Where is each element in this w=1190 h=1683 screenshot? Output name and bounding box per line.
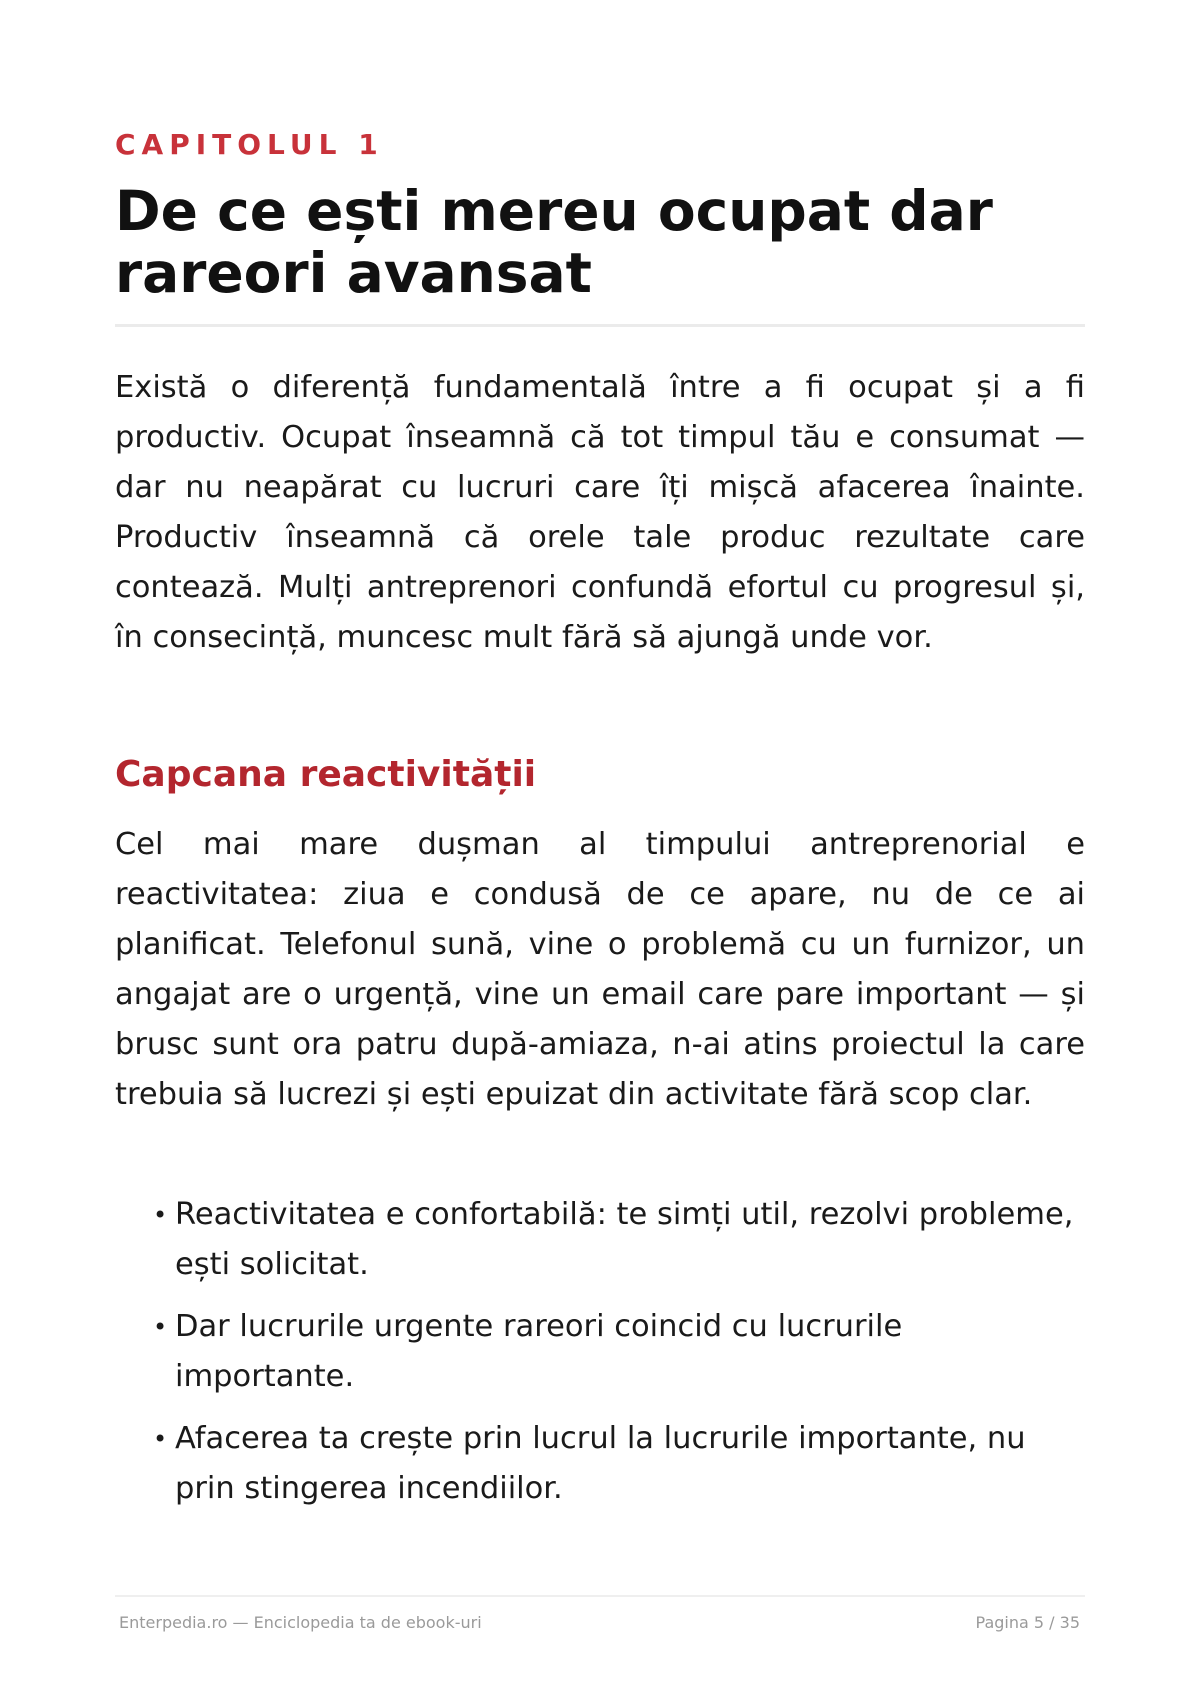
page-number: Pagina 5 / 35 — [975, 1613, 1080, 1632]
document-page — [115, 0, 1085, 1683]
list-item-text: Dar lucrurile urgente rareori coincid cu lucrurile importante. — [175, 1309, 903, 1394]
title-divider — [115, 324, 1085, 327]
bullet-icon: • — [153, 1425, 168, 1453]
list-item-text: Reactivitatea e confortabilă: te simți util, rezolvi probleme, ești solicitat. — [175, 1197, 1074, 1282]
footer-divider — [115, 1595, 1085, 1597]
chapter-title: De ce ești mereu ocupat dar rareori avansat — [115, 179, 993, 305]
chapter-label: CAPITOLUL 1 — [115, 128, 384, 161]
section-heading: Capcana reactivității — [115, 754, 537, 795]
list-item — [115, 1302, 1075, 1402]
intro-paragraph: Există o diferență fundamentală între a fi ocupat și a fi productiv. Ocupat înseamnă că tot timpul tău e consumat — dar nu neapărat cu lucruri care îți mișcă afacerea înainte. Productiv înseamnă că orele tale produc rezultate care contează. Mulți antreprenori confundă efortul cu progresul și, în consecință, muncesc mult fără să ajungă unde vor. — [115, 370, 1085, 655]
section-paragraph: Cel mai mare dușman al timpului antreprenorial e reactivitatea: ziua e condusă de ce apare, nu de ce ai planificat. Telefonul sună, vine o problemă cu un furnizor, un angajat are o urgență, vine un email care pare important — și brusc sunt ora patru după-amiaza, n-ai atins proiectul la care trebuia să lucrezi și ești epuizat din activitate fără scop clar. — [115, 827, 1085, 1112]
bullet-icon: • — [153, 1313, 168, 1341]
list-item — [115, 1414, 1075, 1514]
footer-site-name: Enterpedia.ro — Enciclopedia ta de ebook-uri — [119, 1613, 482, 1632]
bullet-list — [115, 1190, 1085, 1526]
bullet-icon: • — [153, 1201, 168, 1229]
list-item-text: Afacerea ta crește prin lucrul la lucrurile importante, nu prin stingerea incendiilor. — [175, 1421, 1026, 1506]
list-item — [115, 1190, 1075, 1290]
